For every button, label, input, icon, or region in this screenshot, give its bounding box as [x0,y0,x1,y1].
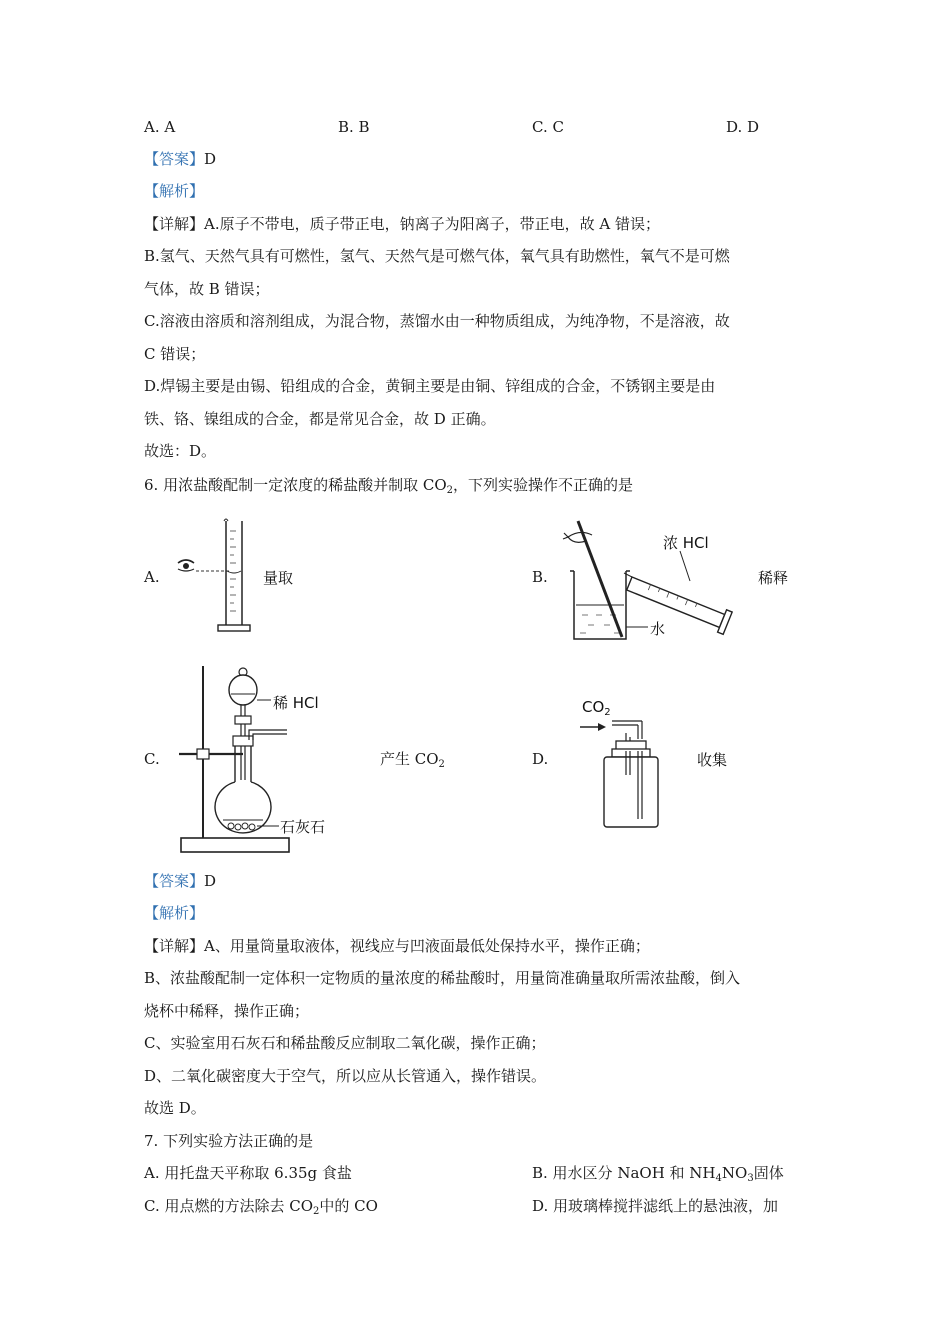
q6-analysis-tag: 【解析】 [144,904,205,922]
measuring-cylinder-figure [170,515,270,635]
caption-text: 产生 CO [380,750,439,768]
option-text-mid: NO [721,1164,748,1182]
gas-collection-figure [580,715,690,835]
q5-option-c: C. C [532,118,564,136]
answer-tag: 【答案】 [144,150,205,168]
q5-detail-line-2: B.氢气、天然气具有可燃性，氢气、天然气是可燃气体，氧气具有助燃性，氧气不是可燃 [144,247,730,265]
stem-text-end: ，下列实验操作不正确的是 [453,476,634,494]
q6-option-b-label-water: 水 [650,620,666,638]
q6-option-c-caption [380,749,445,769]
co2-generator-figure [175,660,295,860]
q5-option-a: A. A [144,118,176,136]
q5-detail-line-3: 气体，故 B 错误； [144,280,270,298]
q7-option-b [532,1163,784,1183]
q6-option-c-label-dilute-hcl: 稀 HCl [273,694,319,712]
q7-stem: 7. 下列实验方法正确的是 [144,1132,314,1150]
q6-option-b-letter: B. [532,568,548,586]
q5-analysis-tag: 【解析】 [144,182,205,200]
q6-option-d-letter: D. [532,750,549,768]
detail-text: A、用量筒量取液体，视线应与凹液面最低处保持水平，操作正确； [204,937,650,955]
q5-detail-line-6: D.焊锡主要是由锡、铅组成的合金，黄铜主要是由铜、锌组成的合金，不锈钢主要是由 [144,377,716,395]
q5-detail-line-5: C 错误； [144,345,206,363]
q5-detail-line-7: 铁、铬、镍组成的合金，都是常见合金，故 D 正确。 [144,410,496,428]
q6-detail-line-4: C、实验室用石灰石和稀盐酸反应制取二氧化碳，操作正确； [144,1034,546,1052]
q6-option-b-caption: 稀释 [758,569,789,587]
q5-answer [144,149,216,169]
q5-detail-line-1 [144,214,660,234]
detail-tag: 【详解】 [144,215,205,233]
option-text-end: 固体 [753,1164,784,1182]
q6-option-c-letter: C. [144,750,160,768]
detail-text: A.原子不带电，质子带正电，钠离子为阳离子，带正电，故 A 错误； [204,215,660,233]
q6-option-a-letter: A. [144,568,160,586]
answer-value: D [204,150,217,168]
q5-detail-line-8: 故选：D。 [144,442,217,460]
subscript: 2 [313,1206,320,1217]
q5-option-b: B. B [338,118,370,136]
subscript: 3 [747,1173,754,1184]
q6-detail-line-5: D、二氧化碳密度大于空气，所以应从长管通入，操作错误。 [144,1067,547,1085]
q6-option-d-label-co2 [582,698,611,716]
q6-answer [144,871,216,891]
q6-option-d-caption: 收集 [697,751,728,769]
q6-option-c-label-limestone: 石灰石 [280,818,326,836]
detail-tag: 【详解】 [144,937,205,955]
answer-value: D [204,872,217,890]
answer-tag: 【答案】 [144,872,205,890]
eye-icon [178,560,194,571]
option-text: C. 用点燃的方法除去 CO [144,1197,314,1215]
subscript: 4 [715,1173,722,1184]
label-text: CO [582,698,605,716]
q7-option-d: D. 用玻璃棒搅拌滤纸上的悬浊液，加 [532,1197,779,1215]
option-text-end: 中的 CO [319,1197,378,1215]
stem-subscript: 2 [446,485,453,496]
q6-detail-line-1 [144,936,650,956]
q6-detail-line-6: 故选 D。 [144,1099,206,1117]
q6-option-a-caption: 量取 [263,569,294,587]
caption-subscript: 2 [438,759,445,770]
q7-option-a: A. 用托盘天平称取 6.35g 食盐 [144,1164,352,1182]
q5-option-d: D. D [726,118,760,136]
q6-stem [144,475,633,495]
q6-detail-line-3: 烧杯中稀释，操作正确； [144,1002,310,1020]
stem-text: 6. 用浓盐酸配制一定浓度的稀盐酸并制取 CO [144,476,447,494]
option-text: B. 用水区分 NaOH 和 NH [532,1164,716,1182]
label-subscript: 2 [604,707,611,718]
q7-option-c [144,1196,378,1216]
q6-detail-line-2: B、浓盐酸配制一定体积一定物质的量浓度的稀盐酸时，用量筒准确量取所需浓盐酸，倒入 [144,969,741,987]
q5-detail-line-4: C.溶液由溶质和溶剂组成，为混合物，蒸馏水由一种物质组成，为纯净物，不是溶液，故 [144,312,730,330]
q6-option-b-label-conc-hcl: 浓 HCl [663,534,709,552]
